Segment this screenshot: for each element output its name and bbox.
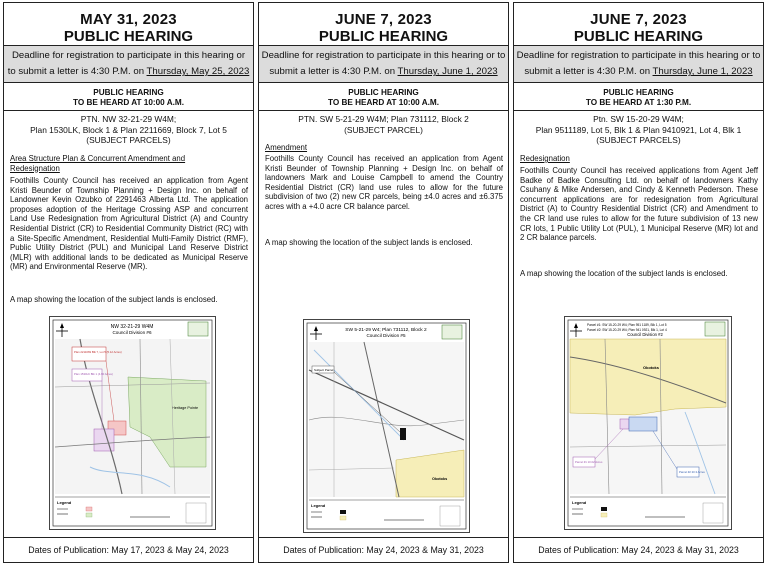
application-description: Foothills County Council has received an application from Agent Kristi Beunder of Township Planning + Design Inc. on behalf of Landowner Kevin Ozubko of 2291463 Alberta Ltd. The application proposes adoption of the Heritage Crossing ASP and concurrent Land Use Redesignation from Agricultural District (A) and Country Residential District (CR) to Residential Community District (RC) with a Site-Specific Amendment, Residential Multi-Family District (RMF), Public Utility District (PUL) and Municipal Land Reserve District (MLR) with additional lands to be dedicated as Municipal Reserve (MR) and Environmental Reserve (MR). — [10, 176, 248, 272]
hearing-subtitle: PUBLIC HEARING — [93, 88, 164, 97]
application-type-line-1: Area Structure Plan & Concurrent Amendment and — [10, 154, 186, 163]
hearing-time: TO BE HEARD AT 1:30 P.M. — [585, 98, 692, 107]
subject-parcel — [400, 428, 406, 440]
parcel-description — [8, 114, 249, 146]
deadline-prefix: to submit a letter is 4:30 P.M. on — [7, 66, 147, 77]
map-legend — [311, 506, 460, 526]
registration-deadline — [259, 45, 508, 83]
map-subtitle: Council Division #6 — [112, 330, 152, 335]
area-label: Heritage Pointe — [172, 406, 199, 410]
subject-parcel-2 — [629, 417, 657, 431]
deadline-line-2 — [259, 64, 508, 80]
parcel-line-3: (SUBJECT PARCELS) — [86, 135, 171, 145]
location-map — [303, 319, 470, 533]
okotoks-area — [570, 339, 726, 415]
hearing-time: TO BE HEARD AT 10:00 A.M. — [327, 98, 439, 107]
registration-deadline — [514, 45, 763, 83]
hearing-date: JUNE 7, 2023 — [335, 11, 432, 28]
callout-label: Subject Parcel — [314, 368, 334, 372]
parcel-line-1: PTN. NW 32-21-29 W4M; — [80, 114, 177, 124]
hearing-time-block — [514, 88, 763, 108]
callout-label-2: Parcel #2 20.3 Acres — [679, 470, 705, 474]
parcel-line-1: Ptn. SW 15-20-29 W4M; — [593, 114, 684, 124]
application-type-line-2: Redesignation — [10, 163, 60, 173]
deadline-line-2 — [514, 64, 763, 80]
hearing-title: PUBLIC HEARING — [318, 28, 449, 45]
section-divider — [514, 110, 763, 111]
application-type-line-1: Redesignation — [520, 154, 570, 163]
county-logo — [442, 325, 462, 339]
section-divider — [259, 110, 508, 111]
map-note: A map showing the location of the subject lands is enclosed. — [520, 269, 728, 278]
section-divider — [4, 110, 253, 111]
map-subtitle: Council Division #2 — [627, 332, 663, 337]
hearing-time-block — [4, 88, 253, 108]
callout-label-1: Parcel #1 10.02 Acres — [575, 460, 603, 464]
application-type — [520, 154, 759, 164]
subject-parcel-b — [94, 429, 114, 451]
deadline-date: Thursday, June 1, 2023 — [652, 66, 753, 77]
hearing-date: MAY 31, 2023 — [80, 11, 177, 28]
hearing-time: TO BE HEARD AT 10:00 A.M. — [72, 98, 184, 107]
parcel-description — [263, 114, 504, 135]
location-map — [564, 316, 732, 530]
town-label: Okotoks — [432, 477, 448, 481]
parcel-line-3: (SUBJECT PARCELS) — [596, 135, 681, 145]
deadline-date: Thursday, June 1, 2023 — [397, 66, 498, 77]
notice-column-3 — [513, 2, 764, 563]
north-arrow-icon — [570, 323, 582, 337]
application-description: Foothills County Council has received applications from Agent Jeff Badke of Badke Consulting Ltd. on behalf of landowners Kathy Csuhany & Mike Andersen, and Cindy & Kenneth Pederson. These concurrent applications are for redesignation from Agricultural District (A) to Country Residential District (CR) and Amendment to the CR land use rules to allow for the future subdivision of 13 new CR lots, 1 Public Utility Lot (PUL), 1 Municipal Reserve (MR) lot and 2 CR balance parcels. — [520, 166, 758, 243]
parcel-description — [518, 114, 759, 146]
hearing-title: PUBLIC HEARING — [63, 28, 194, 45]
notice-column-2 — [258, 2, 509, 563]
map-subtitle: Council Division #5 — [366, 333, 406, 338]
map-title: SW 5-21-29 W4; Plan 731112, Block 2 — [345, 328, 427, 333]
county-logo — [705, 322, 725, 336]
county-logo — [188, 322, 208, 336]
hearing-subtitle: PUBLIC HEARING — [603, 88, 674, 97]
deadline-line-2 — [4, 64, 253, 80]
callout-label-a: Plan 2211669 Blk 7, Lot 5 (5.12 Acres) — [74, 350, 122, 354]
map-legend — [57, 503, 206, 523]
town-label: Okotoks — [643, 365, 660, 370]
parcel-line-2: (SUBJECT PARCEL) — [344, 124, 423, 135]
legend-title: Legend — [572, 500, 587, 505]
parcel-line-2: Plan 9511189, Lot 5, Blk 1 & Plan 9410921, Lot 4, Blk 1 — [535, 124, 742, 135]
callout-label-b: Plan 1530LK Blk 1 (4.90 Acres) — [74, 372, 113, 376]
north-arrow-icon — [56, 323, 68, 337]
application-type — [265, 143, 504, 153]
deadline-line-1: Deadline for registration to participate in this hearing or to — [516, 50, 761, 61]
map-title-parcel-2: Parcel #2: SW 15-20-29 W4; Plan 941 0921, Blk 1, Lot 4 — [587, 328, 667, 332]
deadline-date: Thursday, May 25, 2023 — [146, 66, 250, 77]
deadline-line-1: Deadline for registration to participate in this hearing or — [11, 50, 246, 61]
map-title: NW 32-21-29 W4M — [110, 324, 154, 330]
hearing-title: PUBLIC HEARING — [573, 28, 704, 45]
hearing-date: JUNE 7, 2023 — [590, 11, 687, 28]
subject-parcel-1 — [620, 419, 629, 429]
notice-column-1 — [3, 2, 254, 563]
map-title-parcel-1: Parcel #1: SW 15-20-29 W4; Plan 951 1189, Blk 1, Lot 5 — [587, 323, 667, 327]
application-type — [10, 154, 249, 173]
location-map — [49, 316, 216, 530]
application-type-line-1: Amendment — [265, 143, 308, 152]
north-arrow-icon — [310, 326, 322, 340]
map-note: A map showing the location of the subject lands is enclosed. — [10, 295, 218, 304]
hearing-time-block — [259, 88, 508, 108]
publication-dates: Dates of Publication: May 17, 2023 & May 24, 2023 — [4, 537, 253, 562]
map-note: A map showing the location of the subject lands is enclosed. — [265, 238, 473, 247]
parcel-line-1: PTN. SW 5-21-29 W4M; Plan 731112, Block 2 — [298, 114, 469, 124]
deadline-line-1: Deadline for registration to participate in this hearing or to — [261, 50, 506, 61]
publication-dates: Dates of Publication: May 24, 2023 & May 31, 2023 — [514, 537, 763, 562]
map-legend — [572, 503, 723, 523]
publication-dates: Dates of Publication: May 24, 2023 & May 31, 2023 — [259, 537, 508, 562]
legend-title: Legend — [311, 503, 326, 508]
application-description: Foothills County Council has received an application from Agent Kristi Beunder of Township Planning + Design Inc. on behalf of landowners Mark and Louise Campbell to amend the Country Residential District (CR) land use rules to allow for the future subdivision of two (2) new CR parcels, being ±4.0 acres and ±6.375 acres with a +4.0 acre CR balance parcel. — [265, 154, 503, 211]
legend-title: Legend — [57, 500, 72, 505]
deadline-prefix: submit a letter is 4:30 P.M. on — [269, 66, 398, 77]
registration-deadline — [4, 45, 253, 83]
parcel-line-2: Plan 1530LK, Block 1 & Plan 2211669, Block 7, Lot 5 — [30, 124, 227, 135]
hearing-subtitle: PUBLIC HEARING — [348, 88, 419, 97]
deadline-prefix: submit a letter is 4:30 P.M. on — [524, 66, 653, 77]
